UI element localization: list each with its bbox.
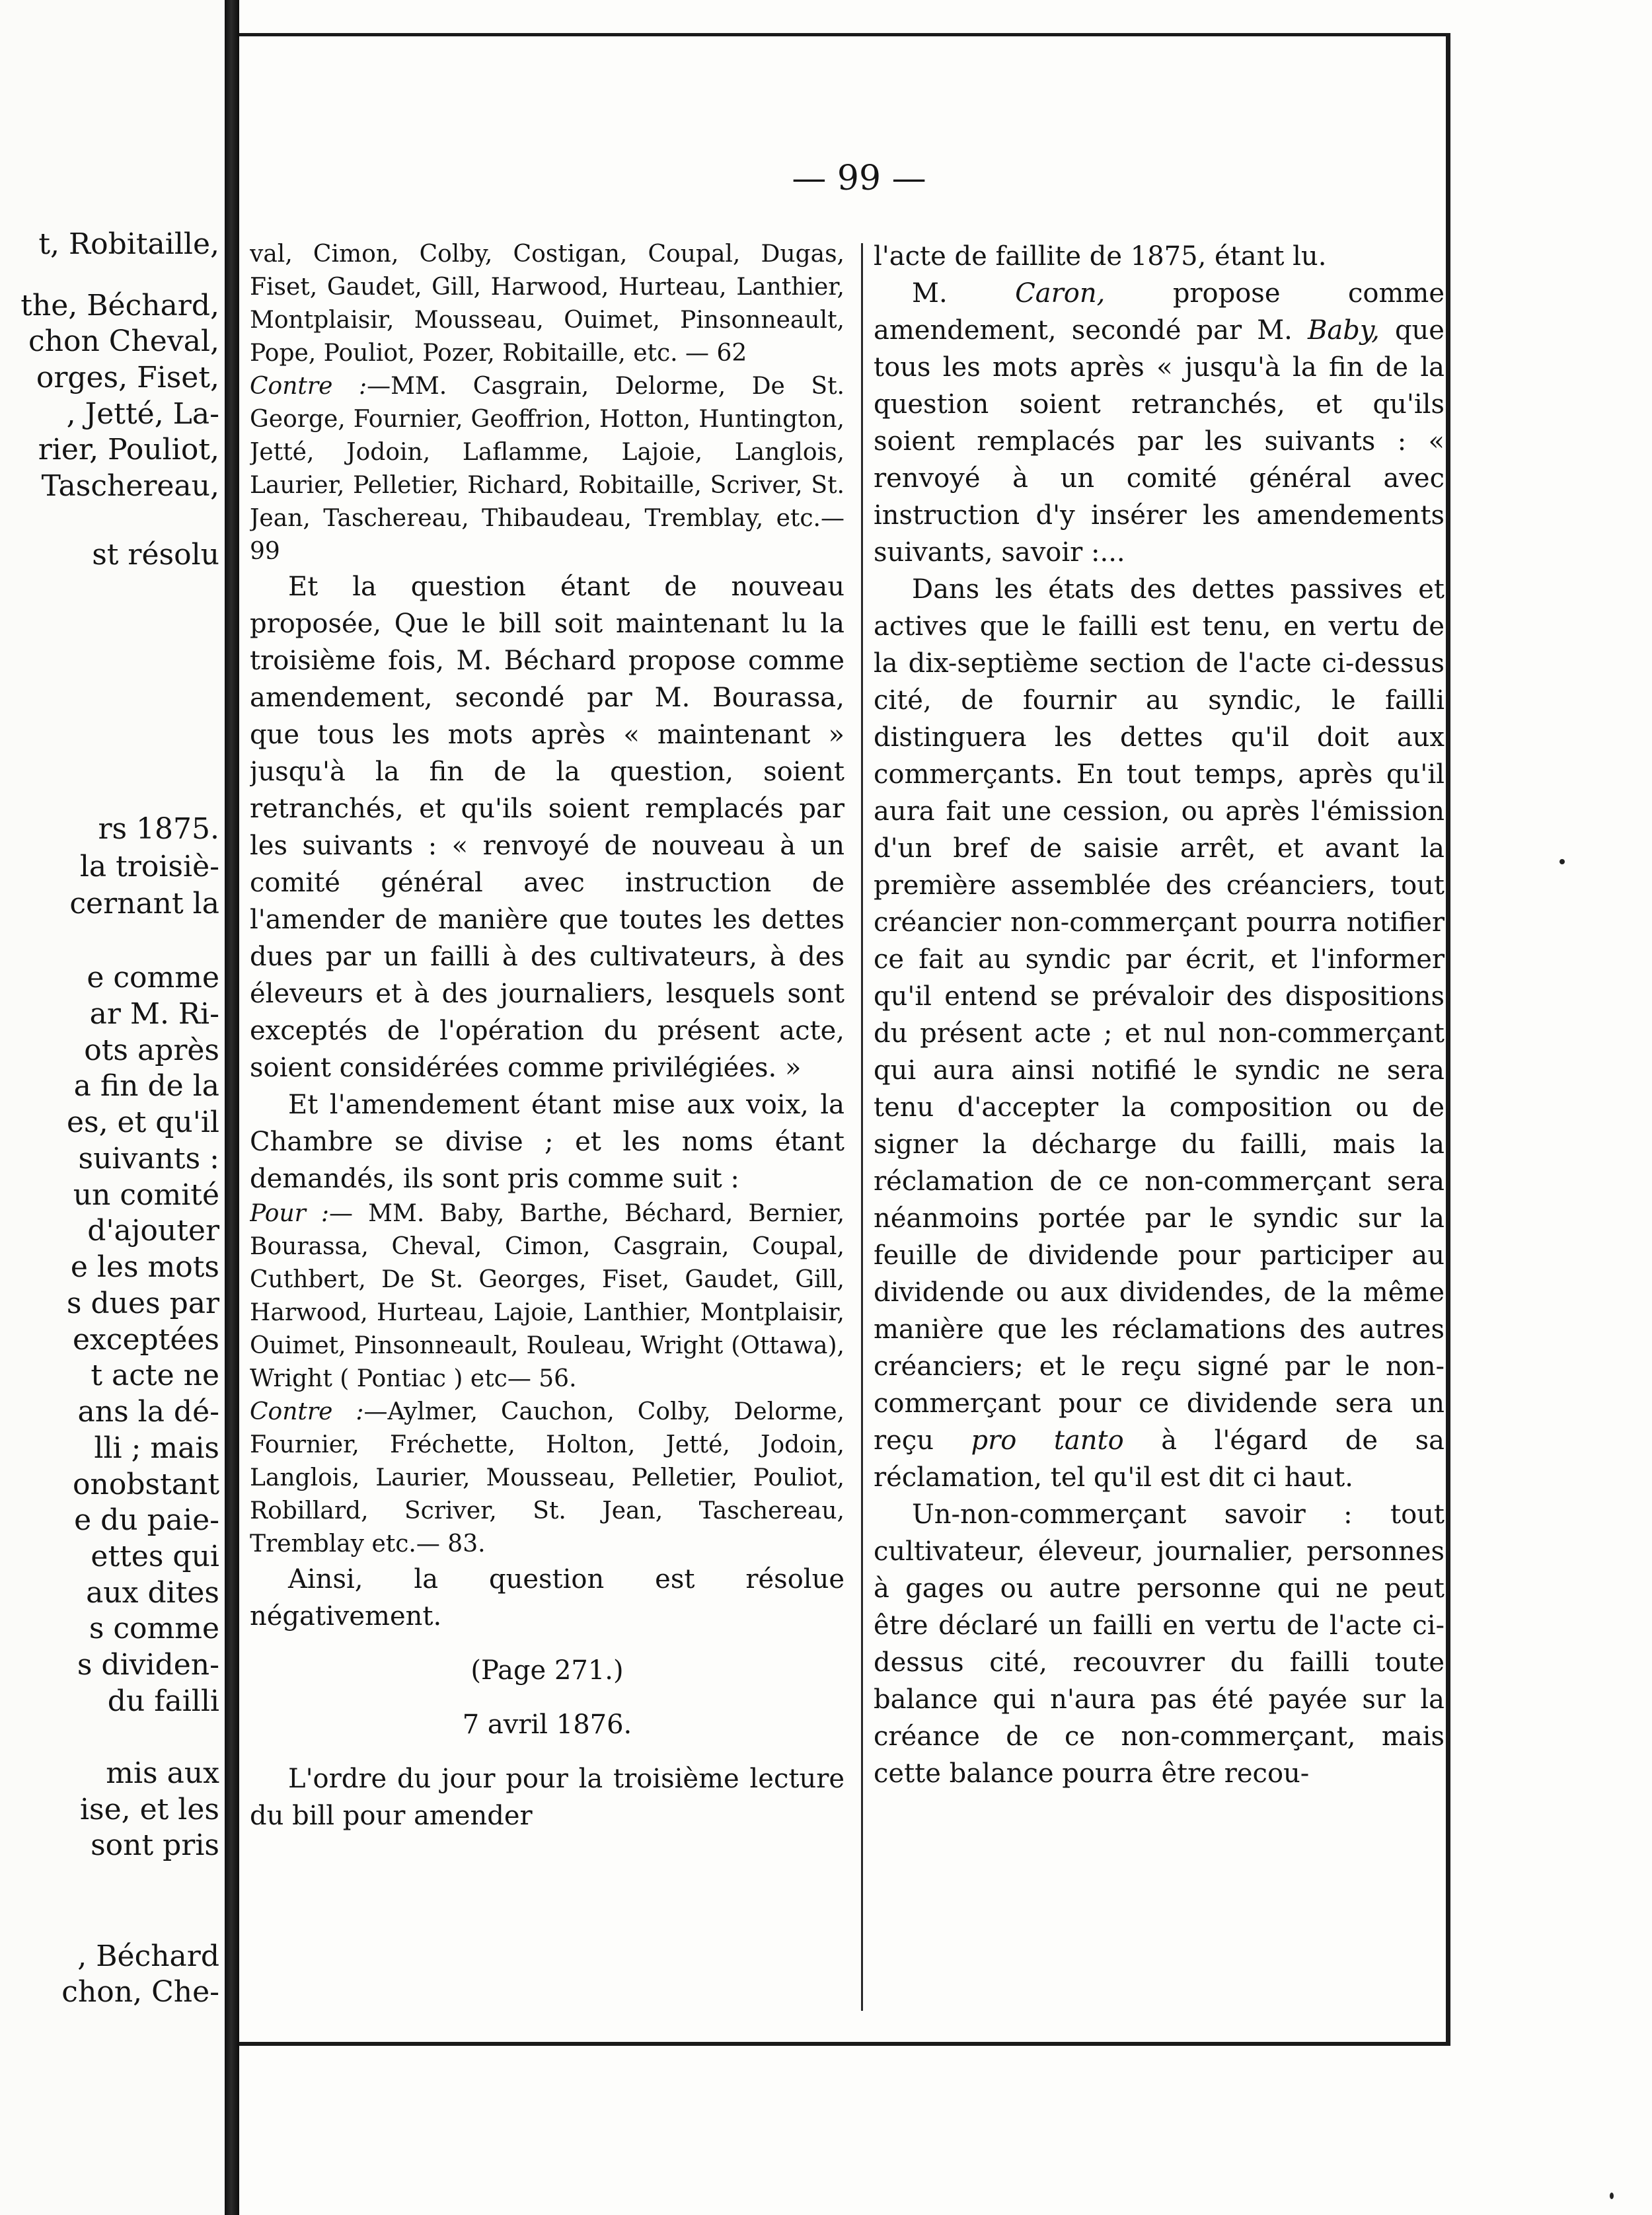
left-page-line: d'ajouter xyxy=(87,1214,219,1248)
left-page-fragment xyxy=(0,0,225,2215)
date-heading: 7 avril 1876. xyxy=(462,1709,632,1740)
left-page-line: ots après xyxy=(84,1033,219,1067)
left-page-line: t, Robitaille, xyxy=(38,227,219,261)
dettes-paragraph: Dans les états des dettes passives et actives que le failli est tenu, en vertu de la dix-septième section de l'acte ci-dessus cité, de fournir au syndic, le failli distinguera les dettes qu'il doit aux commerçants. En tout temps, après qu'il aura fait une cession, ou après l'émission d'un bref de saisie arrêt, et avant la première assemblée des créanciers, tout créancier non-commerçant pourra notifier ce fait au syndic par écrit, et l'informer qu'il entend se prévaloir des dispositions du présent acte ; et nul non-commerçant qui aura ainsi notifié le syndic ne sera tenu d'accepter la composition ou de signer la décharge du failli, mais la réclamation de ce non-commerçant sera néanmoins portée par le syndic sur la feuille de dividende pour participer au dividende ou aux dividendes, de la même manière que les réclamations des autres créanciers; et le reçu signé par le non-commerçant pour ce dividende sera un reçu pro tanto à l'égard de sa réclamation, tel qu'il est dit ci haut. xyxy=(874,574,1445,1493)
pro-tanto: pro tanto xyxy=(971,1425,1124,1456)
left-page-line: ar M. Ri- xyxy=(89,997,219,1031)
caron-name: Caron, xyxy=(1015,278,1106,309)
left-page-line: ettes qui xyxy=(91,1540,219,1573)
left-page-line: rs 1875. xyxy=(98,812,219,846)
left-page-line: e les mots xyxy=(70,1250,219,1284)
left-page-line: lli ; mais xyxy=(94,1431,219,1465)
book-gutter xyxy=(225,0,239,2215)
vote-paragraph: Et l'amendement étant mise aux voix, la Chambre se divise ; et les noms étant demandés, ils sont pris comme suit : xyxy=(250,1090,845,1194)
ink-speck xyxy=(1610,2193,1614,2199)
left-page-line: du failli xyxy=(107,1684,219,1718)
left-page-line: suivants : xyxy=(78,1142,219,1176)
left-page-line: chon, Che- xyxy=(61,1975,219,2009)
pour-label: Pour : xyxy=(250,1200,330,1227)
left-page-line: st résolu xyxy=(92,538,219,572)
left-page-line: Taschereau, xyxy=(41,469,219,503)
left-page-line: a fin de la xyxy=(73,1069,219,1103)
left-page-line: sont pris xyxy=(91,1828,219,1862)
left-page-line: s dividen- xyxy=(77,1648,219,1682)
order-paragraph: L'ordre du jour pour la troisième lecture du bill pour amender xyxy=(250,1764,845,1831)
pour-vote-list xyxy=(250,1197,845,1396)
page-number: — 99 — xyxy=(792,159,926,198)
left-page-line: , Béchard xyxy=(77,1939,219,1973)
contre-names: —MM. Casgrain, Delorme, De St. George, Fournier, Geoffrion, Hotton, Huntington, Jetté, Jodoin, Laflamme, Lajoie, Langlois, Laurier, Pelletier, Richard, Robitaille, Scriver, St. Jean, Taschereau, Thibaudeau, Tremblay, etc.—99 xyxy=(250,373,845,565)
left-page-line: t acte ne xyxy=(91,1359,219,1392)
result-paragraph: Ainsi, la question est résolue négativement. xyxy=(250,1564,845,1632)
left-page-line: la troisiè- xyxy=(79,850,219,883)
ink-speck xyxy=(1559,859,1565,864)
left-page-line: chon Cheval, xyxy=(28,324,219,358)
caron-amendment-paragraph: M. Caron, propose comme amendement, secondé par M. Baby, que tous les mots après « jusqu'à la fin de la question soient retranchés, et qu'ils soient remplacés par les suivants : « renvoyé à un comité général avec instruction d'y insérer les amendements suivants, savoir :... xyxy=(874,278,1445,568)
left-page-line: cernant la xyxy=(69,887,219,920)
amendment-paragraph: Et la question étant de nouveau proposée, Que le bill soit maintenant lu la troisième fois, M. Béchard propose comme amendement, secondé par M. Bourassa, que tous les mots après « maintenant » jusqu'à la fin de la question, soient retranchés, et qu'ils soient remplacés par les suivants : « renvoyé de nouveau à un comité général avec instruction de l'amender de manière que toutes les dettes dues par un failli à des cultivateurs, à des éleveurs et à des journaliers, lesquels sont exceptés de l'opération du présent acte, soient considérées comme privilégiées. » xyxy=(250,572,845,1083)
left-page-line: exceptées xyxy=(72,1323,219,1357)
text-column-right xyxy=(874,238,1445,2015)
continuation-paragraph: l'acte de faillite de 1875, étant lu. xyxy=(874,241,1327,272)
left-page-line: e comme xyxy=(87,961,219,995)
contre-vote-list xyxy=(250,370,845,568)
left-page-line: e du paie- xyxy=(74,1503,219,1537)
left-page-line: , Jetté, La- xyxy=(66,397,219,431)
left-page-line: ans la dé- xyxy=(77,1395,219,1429)
left-page-line: s dues par xyxy=(66,1287,219,1320)
left-page-line: s comme xyxy=(89,1612,219,1645)
vote-list-continued: val, Cimon, Colby, Costigan, Coupal, Dugas, Fiset, Gaudet, Gill, Harwood, Hurteau, Lanthier, Montplaisir, Mousseau, Ouimet, Pinsonneault, Pope, Pouliot, Pozer, Robitaille, etc. — 62 xyxy=(250,241,845,367)
page-border-right xyxy=(1446,33,1450,2045)
page-border-bottom xyxy=(239,2042,1450,2046)
left-page-line: rier, Pouliot, xyxy=(38,433,219,467)
left-page-line: es, et qu'il xyxy=(66,1106,219,1139)
contre-names-2: —Aylmer, Cauchon, Colby, Delorme, Fournier, Fréchette, Holton, Jetté, Jodoin, Langlois, Laurier, Mousseau, Pelletier, Pouliot, Robillard, Scriver, St. Jean, Taschereau, Tremblay etc.— 83. xyxy=(250,1398,845,1558)
baby-name: Baby, xyxy=(1307,315,1380,346)
left-page-line: ise, et les xyxy=(79,1793,219,1826)
left-page-line: un comité xyxy=(73,1178,219,1212)
contre-vote-list-2 xyxy=(250,1396,845,1561)
left-page-line: orges, Fiset, xyxy=(36,361,219,394)
left-page-line: onobstant xyxy=(73,1468,219,1501)
contre-label-2: Contre : xyxy=(250,1398,364,1425)
column-divider xyxy=(861,243,863,2011)
left-page-line: the, Béchard, xyxy=(20,289,219,322)
page-border-top xyxy=(239,33,1448,36)
non-commercant-paragraph: Un-non-commerçant savoir : tout cultivateur, éleveur, journalier, personnes à gages ou autre personne qui ne peut être déclaré un failli en vertu de l'acte ci-dessus cité, recouvrer du failli toute balance qui n'aura pas été payée sur la créance de ce non-commerçant, mais cette balance pourra être recou- xyxy=(874,1499,1445,1789)
pour-names: — MM. Baby, Barthe, Béchard, Bernier, Bourassa, Cheval, Cimon, Casgrain, Coupal, Cuthbert, De St. Georges, Fiset, Gaudet, Gill, Harwood, Hurteau, Lajoie, Lanthier, Montplaisir, Ouimet, Pinsonneault, Rouleau, Wright (Ottawa), Wright ( Pontiac ) etc— 56. xyxy=(250,1200,845,1392)
page-reference: (Page 271.) xyxy=(470,1655,624,1686)
text-column-left xyxy=(250,238,845,2009)
left-page-line: mis aux xyxy=(106,1756,219,1790)
left-page-line: aux dites xyxy=(86,1576,219,1610)
contre-label: Contre : xyxy=(250,373,367,400)
